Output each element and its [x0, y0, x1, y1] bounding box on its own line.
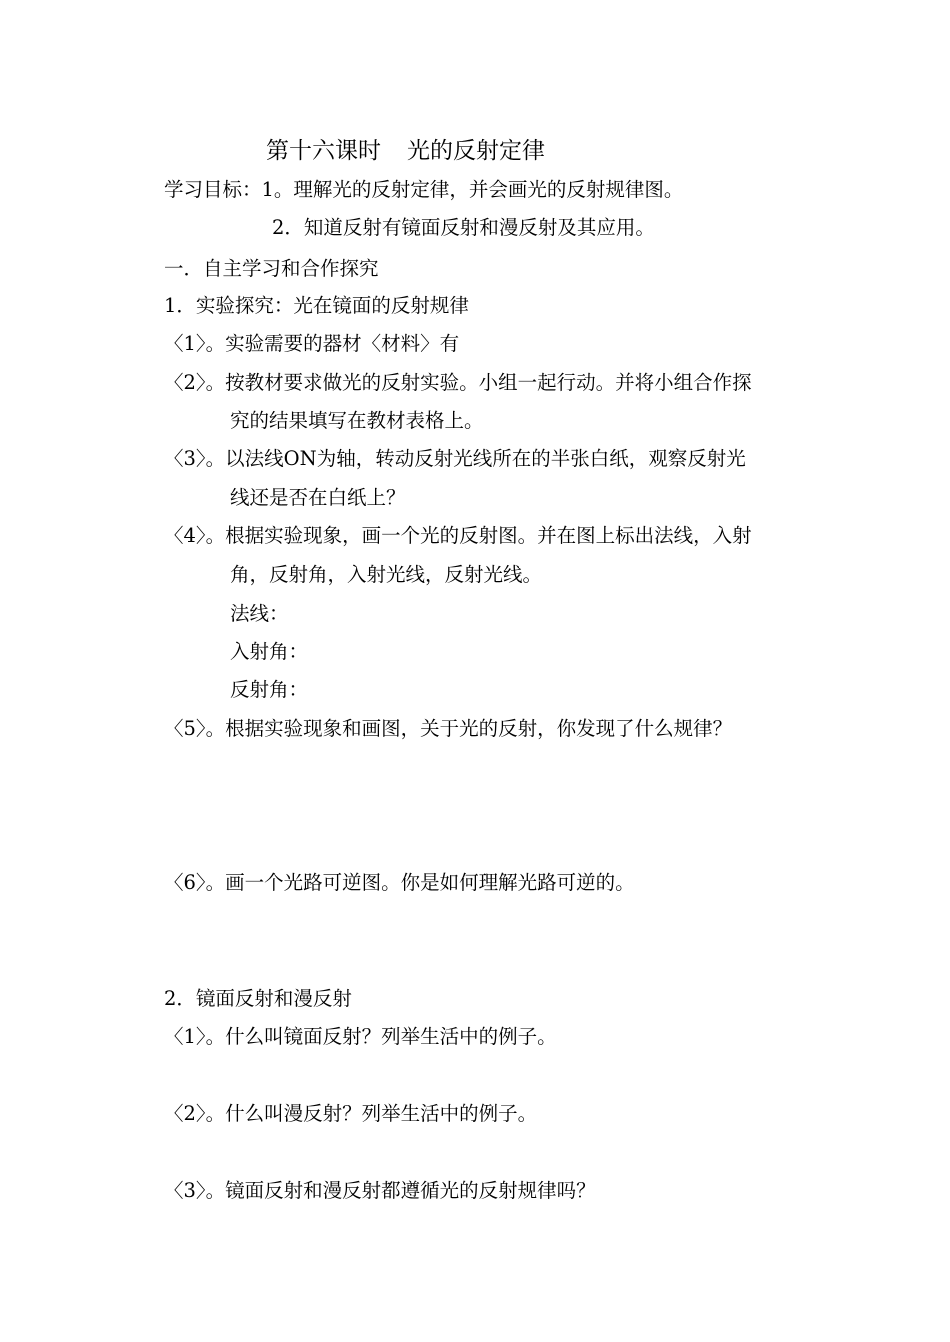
section-2-question-2: 〈2〉。什么叫漫反射？列举生活中的例子。 — [164, 1102, 538, 1125]
reflection-angle-label: 反射角： — [230, 678, 309, 701]
lesson-number: 第十六课时 — [266, 138, 381, 164]
question-2-line-2: 究的结果填写在教材表格上。 — [230, 409, 484, 432]
question-5: 〈5〉。根据实验现象和画图，关于光的反射，你发现了什么规律？ — [164, 717, 733, 740]
question-3-line-1: 〈3〉。以法线ON为轴，转动反射光线所在的半张白纸，观察反射光 — [164, 447, 746, 470]
page-title — [266, 136, 545, 166]
question-4-line-1: 〈4〉。根据实验现象，画一个光的反射图。并在图上标出法线，入射 — [164, 524, 752, 547]
learning-goal-2: 2．知道反射有镜面反射和漫反射及其应用。 — [272, 216, 655, 239]
section-2-question-1: 〈1〉。什么叫镜面反射？列举生活中的例子。 — [164, 1025, 557, 1048]
normal-line-label: 法线： — [230, 602, 289, 625]
question-6: 〈6〉。画一个光路可逆图。你是如何理解光路可逆的。 — [164, 871, 635, 894]
question-2-line-1: 〈2〉。按教材要求做光的反射实验。小组一起行动。并将小组合作探 — [164, 371, 752, 394]
question-1-materials: 〈1〉。实验需要的器材〈材料〉有 — [164, 332, 460, 355]
section-2-question-3: 〈3〉。镜面反射和漫反射都遵循光的反射规律吗？ — [164, 1179, 596, 1202]
section-heading-1: 一．自主学习和合作探究 — [164, 257, 379, 280]
question-3-line-2: 线还是否在白纸上？ — [230, 486, 406, 509]
incidence-angle-label: 入射角： — [230, 640, 309, 663]
learning-goal-1: 学习目标：1。理解光的反射定律，并会画光的反射规律图。 — [164, 178, 684, 201]
section-heading-2: 2．镜面反射和漫反射 — [164, 987, 352, 1010]
question-4-line-2: 角，反射角，入射光线，反射光线。 — [230, 563, 543, 586]
lesson-topic: 光的反射定律 — [407, 138, 545, 164]
subsection-heading-experiment: 1．实验探究：光在镜面的反射规律 — [164, 294, 469, 317]
